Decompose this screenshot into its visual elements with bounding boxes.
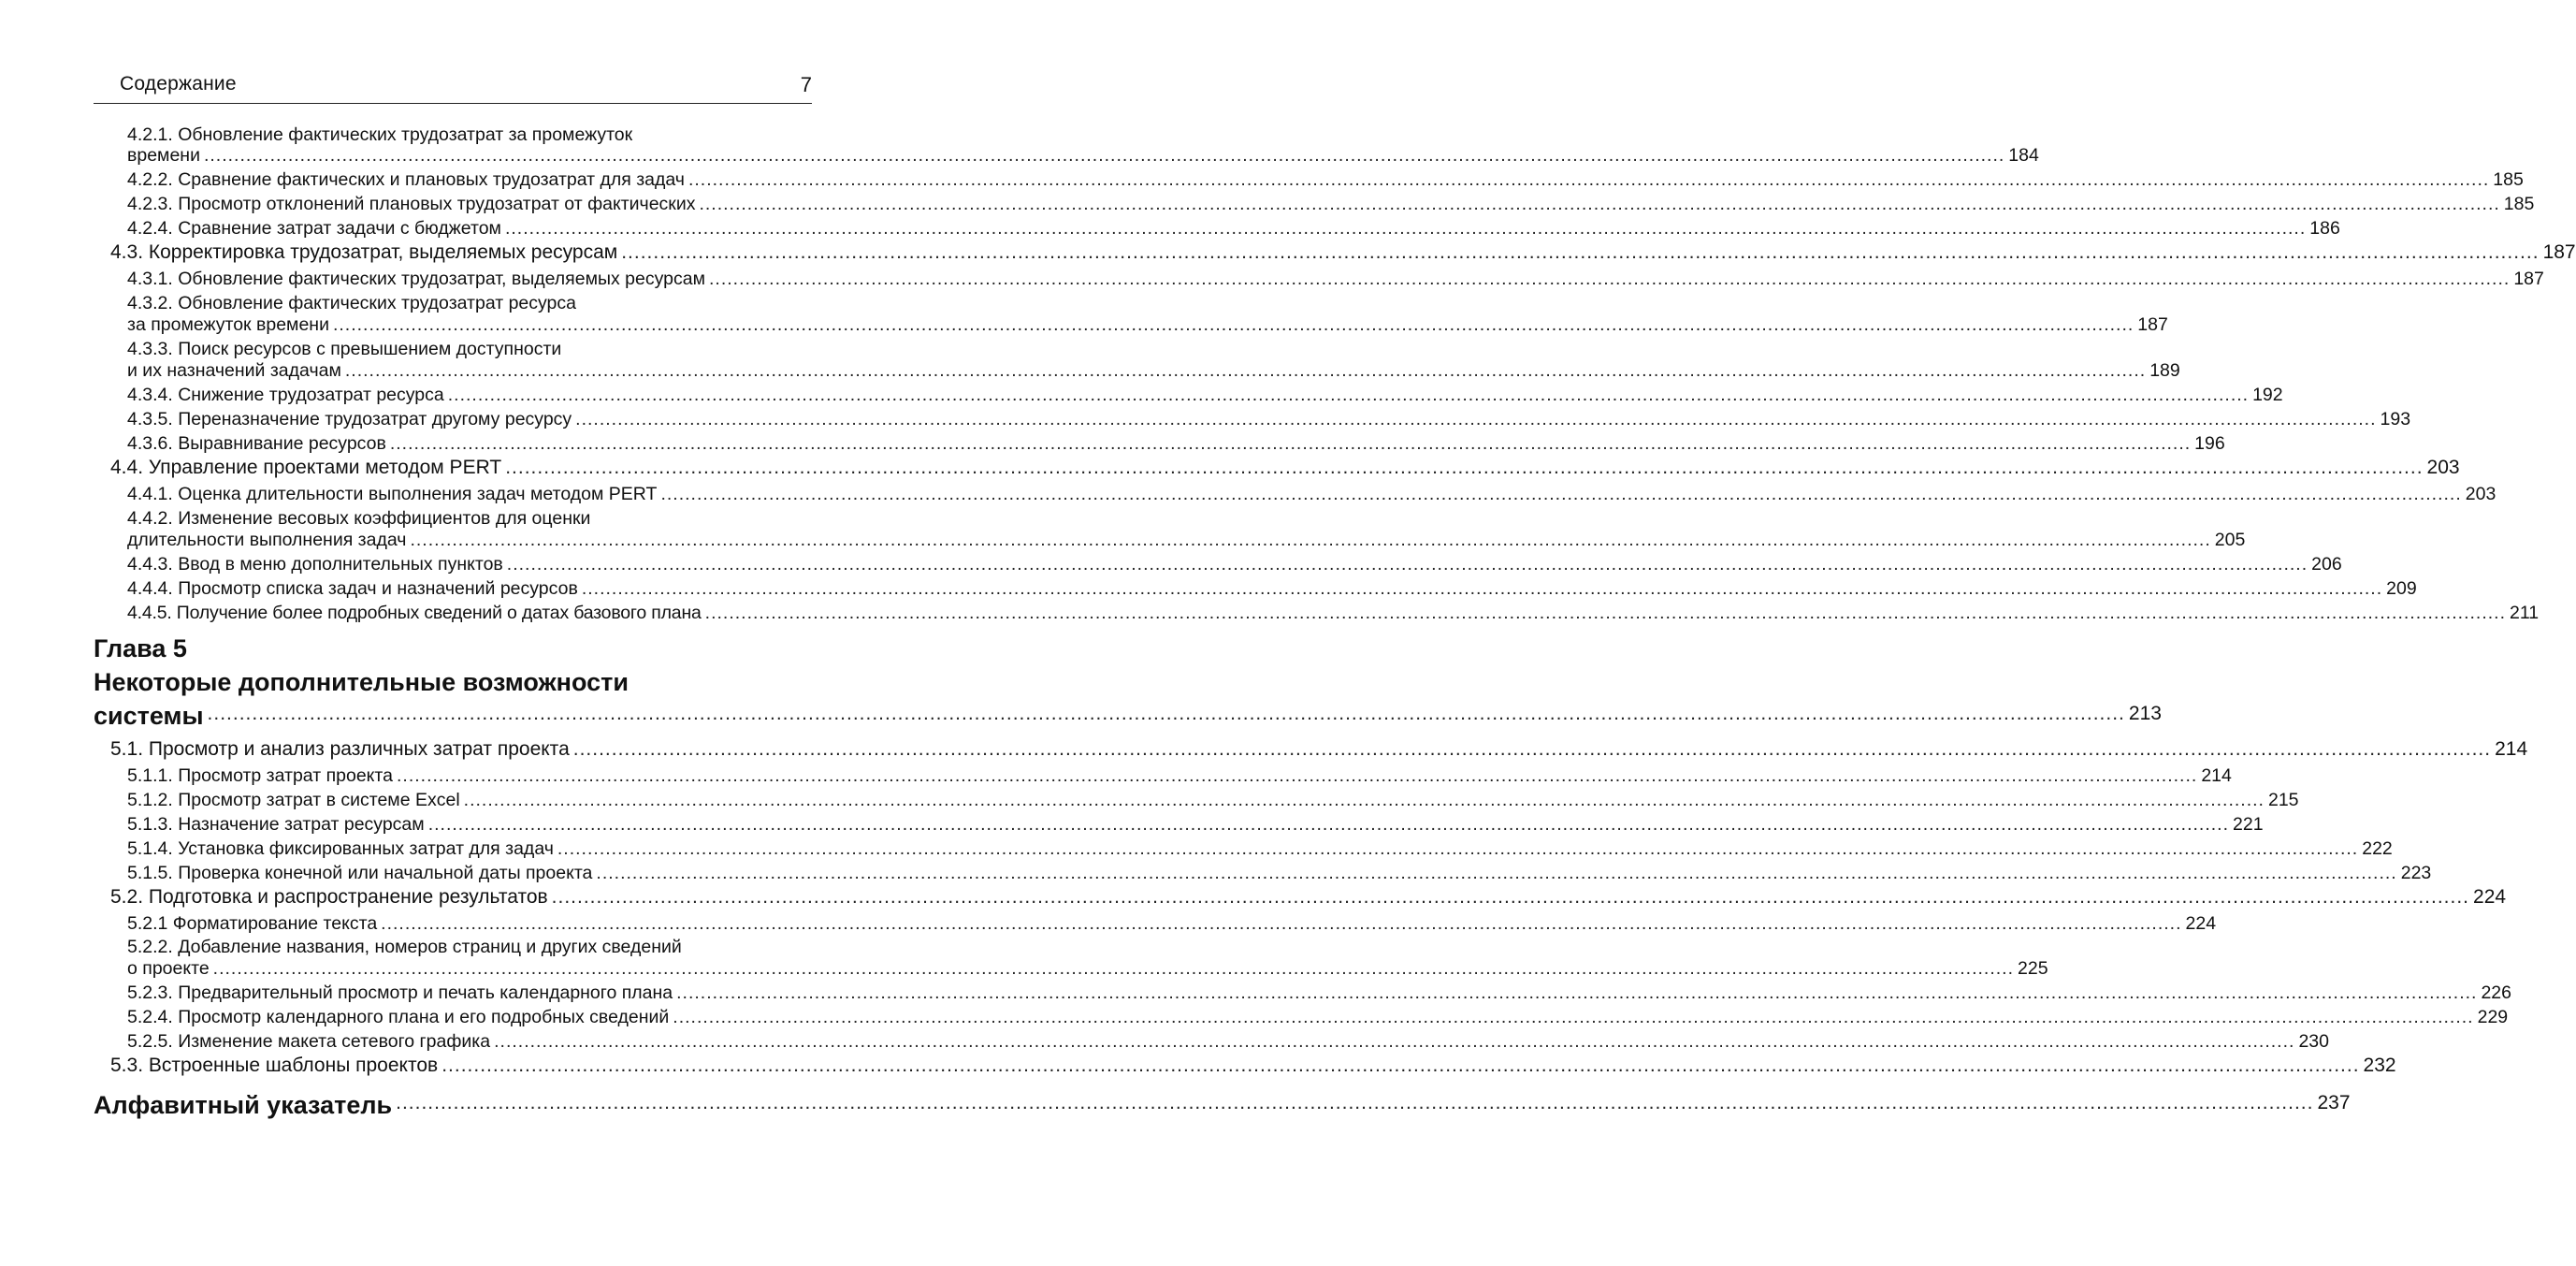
dot-leader: ............................................................................................................................................................................................................................................................................................................ (704, 603, 2506, 623)
dot-leader: ............................................................................................................................................................................................................................................................................................................ (344, 360, 2147, 381)
dot-leader: ............................................................................................................................................................................................................................................................................................................ (505, 457, 2424, 478)
dot-leader: ............................................................................................................................................................................................................................................................................................................ (699, 194, 2500, 214)
toc-entry-4-4-2[interactable] (127, 507, 590, 530)
dot-leader: ............................................................................................................................................................................................................................................................................................................ (581, 578, 2383, 599)
toc-entry-4-4-5[interactable] (127, 602, 2540, 624)
toc-entry-title: 4.2.2. Сравнение фактических и плановых трудозатрат для задач (127, 169, 685, 190)
toc-entry-5-1[interactable] (110, 737, 2528, 762)
toc-entry-title: 5.2.4. Просмотр календарного плана и его подробных сведений (127, 1007, 670, 1027)
toc-entry-4-2-1-cont[interactable] (127, 144, 2039, 167)
toc-entry-4-2-1[interactable] (127, 124, 632, 146)
toc-entry-5-2-2[interactable] (127, 936, 682, 958)
toc-entry-4-2-4[interactable] (127, 217, 2340, 240)
toc-entry-index[interactable] (94, 1089, 2351, 1121)
toc-page-number: 232 (2363, 1055, 2396, 1076)
dot-leader: ............................................................................................................................................................................................................................................................................................................ (621, 241, 2540, 263)
toc-page-number: 223 (2400, 863, 2432, 883)
toc-entry-5-2-3[interactable] (127, 982, 2511, 1004)
toc-page-number: 185 (2493, 169, 2524, 190)
toc-entry-5-1-3[interactable] (127, 813, 2264, 836)
toc-entry-4-2-2[interactable] (127, 168, 2524, 191)
toc-entry-5-2-5[interactable] (127, 1030, 2329, 1053)
dot-leader: ............................................................................................................................................................................................................................................................................................................ (396, 765, 2198, 786)
toc-entry-4-4-3[interactable] (127, 553, 2342, 575)
toc-entry-title: Алфавитный указатель (94, 1091, 393, 1119)
toc-entry-4-3-2[interactable] (127, 292, 576, 314)
toc-entry-5-2[interactable] (110, 885, 2507, 909)
toc-page-number: 187 (2513, 269, 2544, 289)
toc-entry-title: 4.3.1. Обновление фактических трудозатрат, выделяемых ресурсам (127, 269, 705, 289)
chapter-title: Глава 5 (94, 634, 187, 662)
dot-leader: ............................................................................................................................................................................................................................................................................................................ (396, 1092, 2314, 1113)
toc-page-number: 193 (2380, 409, 2411, 429)
toc-page-number: 192 (2252, 385, 2283, 405)
dot-leader: ............................................................................................................................................................................................................................................................................................................ (410, 530, 2211, 550)
dot-leader: ............................................................................................................................................................................................................................................................................................................ (463, 790, 2265, 810)
toc-entry-title: времени (127, 145, 200, 166)
dot-leader: ............................................................................................................................................................................................................................................................................................................ (551, 886, 2470, 908)
toc-entry-title: 4.4.2. Изменение весовых коэффициентов для оценки (127, 508, 591, 529)
running-header (94, 71, 812, 104)
chapter-title-line-1[interactable] (94, 666, 629, 698)
toc-entry-5-1-5[interactable] (127, 862, 2432, 884)
dot-leader: ............................................................................................................................................................................................................................................................................................................ (575, 409, 2377, 429)
dot-leader: ............................................................................................................................................................................................................................................................................................................ (332, 314, 2135, 335)
dot-leader: ............................................................................................................................................................................................................................................................................................................ (673, 1007, 2474, 1027)
toc-entry-4-3-3-cont[interactable] (127, 359, 2180, 382)
dot-leader: ............................................................................................................................................................................................................................................................................................................ (203, 145, 2005, 166)
toc-page-number: 205 (2214, 530, 2246, 550)
dot-leader: ............................................................................................................................................................................................................................................................................................................ (441, 1055, 2360, 1076)
toc-entry-4-4-2-cont[interactable] (127, 529, 2246, 551)
toc-page-number: 184 (2008, 145, 2039, 166)
toc-entry-title: 4.4.5. Получение более подробных сведений о датах базового плана (127, 603, 702, 623)
toc-entry-title: 5.2.2. Добавление названия, номеров страниц и других сведений (127, 937, 682, 957)
dot-leader: ............................................................................................................................................................................................................................................................................................................ (660, 484, 2462, 504)
toc-entry-title: 4.3.6. Выравнивание ресурсов (127, 433, 386, 454)
dot-leader: ............................................................................................................................................................................................................................................................................................................ (389, 433, 2192, 454)
toc-entry-title: и их назначений задачам (127, 360, 341, 381)
chapter-title: Некоторые дополнительные возможности (94, 668, 629, 696)
dot-leader: ............................................................................................................................................................................................................................................................................................................ (494, 1031, 2295, 1052)
toc-page-number: 187 (2137, 314, 2168, 335)
toc-page-number: 211 (2510, 603, 2540, 623)
toc-page-number: 185 (2503, 194, 2535, 214)
dot-leader: ............................................................................................................................................................................................................................................................................................................ (447, 385, 2250, 405)
dot-leader: ............................................................................................................................................................................................................................................................................................................ (504, 218, 2307, 239)
dot-leader: ............................................................................................................................................................................................................................................................................................................ (708, 269, 2511, 289)
toc-entry-title: 4.2.3. Просмотр отклонений плановых трудозатрат от фактических (127, 194, 696, 214)
chapter-title-line-2[interactable] (94, 700, 2162, 732)
dot-leader: ............................................................................................................................................................................................................................................................................................................ (212, 958, 2014, 979)
toc-page-number: 222 (2362, 838, 2393, 859)
toc-page-number: 237 (2317, 1092, 2351, 1113)
dot-leader: ............................................................................................................................................................................................................................................................................................................ (557, 838, 2359, 859)
toc-page-number: 203 (2465, 484, 2496, 504)
toc-entry-title: 5.2.3. Предварительный просмотр и печать календарного плана (127, 982, 673, 1003)
toc-entry-title: 5.2. Подготовка и распространение результатов (110, 886, 548, 908)
toc-entry-title: 4.4. Управление проектами методом PERT (110, 457, 502, 478)
dot-leader: ............................................................................................................................................................................................................................................................................................................ (596, 863, 2397, 883)
toc-entry-4-4[interactable] (110, 456, 2460, 480)
toc-entry-title: 4.4.1. Оценка длительности выполнения задач методом PERT (127, 484, 658, 504)
toc-page-number: 221 (2233, 814, 2264, 835)
toc-entry-5-2-2-cont[interactable] (127, 957, 2048, 980)
toc-entry-5-2-1[interactable] (127, 912, 2217, 935)
toc-page-number: 186 (2309, 218, 2340, 239)
toc-entry-title: 4.3. Корректировка трудозатрат, выделяемых ресурсам (110, 241, 618, 263)
toc-entry-4-3-1[interactable] (127, 268, 2544, 290)
toc-page-number: 229 (2477, 1007, 2509, 1027)
toc-page-number: 225 (2018, 958, 2048, 979)
toc-page-number: 187 (2542, 241, 2576, 263)
toc-page-number: 206 (2311, 554, 2342, 575)
toc-entry-4-3-2-cont[interactable] (127, 313, 2168, 336)
chapter-label[interactable] (94, 633, 187, 664)
toc-entry-title: за промежуток времени (127, 314, 329, 335)
header-title: Содержание (120, 73, 237, 95)
header-page-number: 7 (800, 73, 812, 96)
toc-entry-title: длительности выполнения задач (127, 530, 407, 550)
toc-entry-4-3-6[interactable] (127, 432, 2225, 455)
toc-page-number: 196 (2194, 433, 2225, 454)
toc-entry-4-3-4[interactable] (127, 384, 2283, 406)
toc-entry-title: 4.3.2. Обновление фактических трудозатрат ресурса (127, 293, 576, 313)
toc-entry-title: 5.1.1. Просмотр затрат проекта (127, 765, 393, 786)
toc-entry-title: 5.1. Просмотр и анализ различных затрат проекта (110, 738, 570, 760)
toc-page-number: 230 (2298, 1031, 2329, 1052)
toc-entry-5-3[interactable] (110, 1054, 2396, 1078)
toc-entry-5-2-4[interactable] (127, 1006, 2509, 1028)
toc-page-number: 224 (2473, 886, 2507, 908)
toc-entry-title: 4.2.1. Обновление фактических трудозатрат за промежуток (127, 124, 633, 145)
toc-entry-title: 5.2.5. Изменение макета сетевого графика (127, 1031, 491, 1052)
toc-entry-4-4-1[interactable] (127, 483, 2496, 505)
toc-entry-4-4-4[interactable] (127, 577, 2417, 600)
toc-entry-4-3[interactable] (110, 240, 2576, 265)
toc-entry-title: 5.1.3. Назначение затрат ресурсам (127, 814, 425, 835)
toc-entry-title: 5.1.2. Просмотр затрат в системе Excel (127, 790, 460, 810)
toc-entry-title: 5.2.1 Форматирование текста (127, 913, 378, 934)
toc-page-number: 214 (2201, 765, 2232, 786)
toc-page-number: 189 (2149, 360, 2180, 381)
toc-page-number: 224 (2185, 913, 2217, 934)
dot-leader: ............................................................................................................................................................................................................................................................................................................ (676, 982, 2478, 1003)
toc-entry-title: 4.2.4. Сравнение затрат задачи с бюджетом (127, 218, 501, 239)
chapter-title: системы (94, 702, 204, 730)
toc-entry-title: 4.4.4. Просмотр списка задач и назначений ресурсов (127, 578, 578, 599)
toc-entry-title: 4.4.3. Ввод в меню дополнительных пунктов (127, 554, 503, 575)
toc-entry-title: 5.1.4. Установка фиксированных затрат для задач (127, 838, 554, 859)
toc-page-number: 209 (2386, 578, 2417, 599)
toc-entry-title: 4.3.4. Снижение трудозатрат ресурса (127, 385, 444, 405)
toc-entry-4-2-3[interactable] (127, 193, 2535, 215)
toc-page-number: 203 (2426, 457, 2460, 478)
toc-page-number: 213 (2128, 703, 2162, 724)
toc-page-number: 215 (2267, 790, 2299, 810)
toc-entry-5-1-4[interactable] (127, 837, 2393, 860)
dot-leader: ............................................................................................................................................................................................................................................................................................................ (506, 554, 2308, 575)
toc-entry-title: 5.3. Встроенные шаблоны проектов (110, 1055, 439, 1076)
dot-leader: ............................................................................................................................................................................................................................................................................................................ (207, 703, 2125, 724)
toc-entry-4-3-3[interactable] (127, 338, 561, 360)
toc-entry-title: о проекте (127, 958, 210, 979)
toc-entry-4-3-5[interactable] (127, 408, 2411, 430)
toc-entry-title: 4.3.3. Поиск ресурсов с превышением доступности (127, 339, 562, 359)
toc-entry-title: 4.3.5. Переназначение трудозатрат другому ресурсу (127, 409, 572, 429)
dot-leader: ............................................................................................................................................................................................................................................................................................................ (572, 738, 2492, 760)
toc-page-number: 226 (2481, 982, 2511, 1003)
toc-page-number: 214 (2495, 738, 2528, 760)
dot-leader: ............................................................................................................................................................................................................................................................................................................ (427, 814, 2230, 835)
toc-entry-5-1-2[interactable] (127, 789, 2299, 811)
toc-entry-title: 5.1.5. Проверка конечной или начальной даты проекта (127, 863, 593, 883)
dot-leader: ............................................................................................................................................................................................................................................................................................................ (381, 913, 2182, 934)
dot-leader: ............................................................................................................................................................................................................................................................................................................ (687, 169, 2490, 190)
toc-entry-5-1-1[interactable] (127, 764, 2232, 787)
